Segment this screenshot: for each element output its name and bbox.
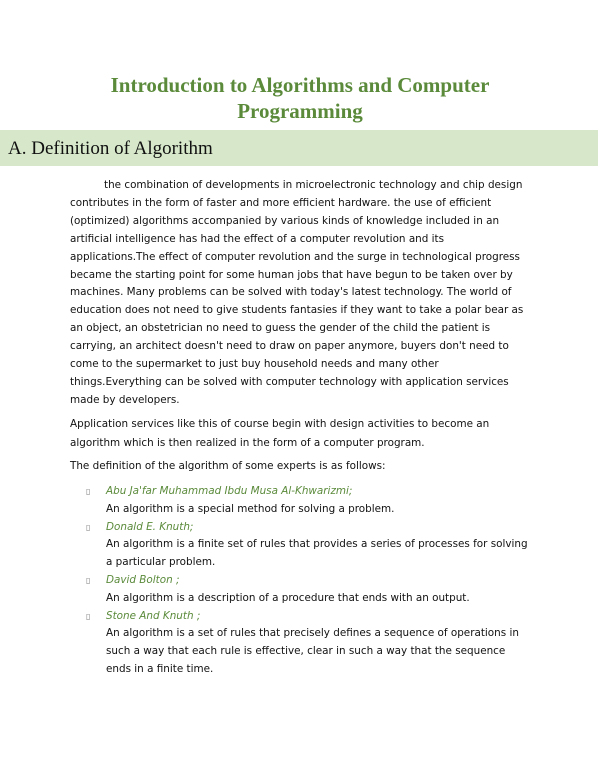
expert-name: David Bolton ;	[106, 573, 180, 586]
bullet-icon: ▯	[86, 487, 91, 496]
section-heading: A. Definition of Algorithm	[8, 138, 213, 159]
expert-name: Stone And Knuth ;	[106, 609, 201, 622]
application-paragraph: Application services like this of course begin with design activities to become an algorithm which is then realized in the form of a computer program.	[70, 418, 490, 449]
expert-name: Donald E. Knuth;	[106, 520, 194, 533]
bullet-icon: ▯	[86, 575, 91, 585]
document-title: Introduction to Algorithms and Computer Programming	[110, 73, 490, 123]
bullet-icon: ▯	[86, 611, 91, 621]
definition-list	[70, 483, 530, 679]
expert-definition: An algorithm is a finite set of rules that provides a series of processes for solving a particular problem.	[106, 538, 528, 569]
expert-definition: An algorithm is a description of a procedure that ends with an output.	[106, 591, 470, 604]
definition-lead-paragraph: The definition of the algorithm of some experts is as follows:	[70, 460, 386, 472]
list-item	[70, 519, 530, 572]
list-item	[70, 572, 530, 608]
intro-paragraph: the combination of developments in microelectronic technology and chip design contributes in the form of faster and more efficient hardware. the use of efficient (optimized) algorithms accompanied by various kinds of knowledge included in an artificial intelligence has had the effect of a computer revolution and its applications.The effect of computer revolution and the surge in technological progress became the starting point for some human jobs that have begun to be taken over by machines. Many problems can be solved with today's latest technology. The world of education does not need to give students fantasies if they want to take a polar bear as an object, an obstetrician no need to guess the gender of the child the patient is carrying, an architect doesn't need to draw on paper anymore, buyers don't need to come to the supermarket to just buy household needs and many other things.Everything can be solved with computer technology with application services made by developers.	[70, 179, 524, 406]
expert-definition: An algorithm is a special method for solving a problem.	[106, 502, 395, 515]
list-item	[70, 483, 530, 519]
expert-name: Abu Ja'far Muhammad Ibdu Musa Al-Khwarizmi;	[106, 485, 353, 497]
expert-definition: An algorithm is a set of rules that precisely defines a sequence of operations in such a way that each rule is effective, clear in such a way that the sequence ends in a finite time.	[106, 627, 519, 675]
list-item	[70, 608, 530, 679]
bullet-icon: ▯	[86, 522, 91, 532]
